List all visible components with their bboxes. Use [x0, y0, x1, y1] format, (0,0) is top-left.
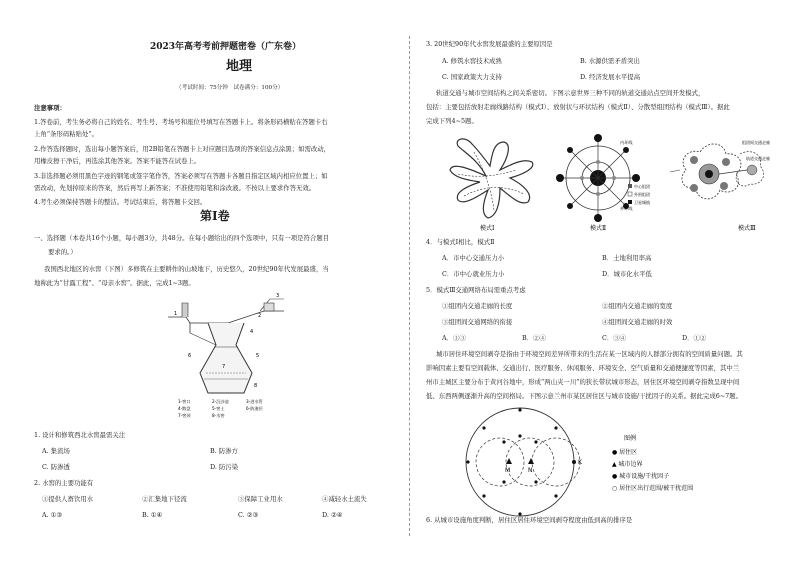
point-m: M [505, 467, 511, 474]
statement-3: ③组团间交通网络的衔接 [442, 318, 513, 326]
question-stem: 5．模式Ⅲ交通网络布局需重点考虑 [426, 286, 526, 294]
diagram-number: 1 [174, 311, 178, 317]
section-instructions: 要求的。） [48, 248, 77, 256]
ring-label: 外环线 [620, 206, 633, 211]
option-d[interactable]: D．城市化水平低 [602, 270, 652, 278]
diagram-number: 5 [256, 353, 260, 359]
mode-label: 模式Ⅱ [590, 225, 607, 232]
column-divider [409, 36, 410, 536]
residential-diagram [460, 406, 780, 518]
statement-4: ④组团间交通走廊的时效 [602, 318, 673, 326]
notes-line: 上角“条形码粘贴处”。 [34, 130, 99, 138]
diagram-legend: 6-防渗层 [246, 406, 263, 411]
passage-text: 州市主城区主要分布于黄河谷地中，形成“两山夹一川”的狭长带状城市形态，居住区环境空间剥夺指数呈现中间 [426, 378, 740, 386]
passage-text: 完成下列4~5题。 [426, 117, 478, 125]
diagram-legend: 3-进水管 [246, 399, 263, 404]
notes-line: 4.考生必须保持答题卡的整洁。考试结束后，将答题卡交回。 [34, 198, 207, 206]
statement-3: ③保障工业用水 [238, 495, 283, 503]
point-k: K [578, 459, 582, 466]
legend-title: 图例 [624, 435, 637, 442]
passage-text: 影响因素主要有空间载体、交通出行、医疗服务、休闲服务、环境安全、空气质量和交通便捷度等因素，其中兰 [426, 364, 740, 372]
option-c[interactable]: C. 国家政策大力支持 [442, 73, 502, 81]
option-d[interactable]: D．①② [682, 334, 707, 342]
diagram-number: 3 [276, 293, 280, 299]
notes-line: 2.作答选择题时，选出每小题答案后，用2B铅笔在答题卡上对应题目选项的答案信息点涂黑；如需改动， [34, 145, 331, 153]
mode-label: 模式Ⅰ [480, 225, 495, 232]
option-b[interactable]: B．②④ [522, 334, 546, 342]
diagram-legend: 5-窖土 [212, 406, 225, 411]
notes-line: 需改动，先划掉原来的答案，然后再写上新答案；不准使用铅笔和涂改液。不按以上要求作答无效。 [34, 184, 316, 192]
statement-1: ①提供人畜饮用水 [42, 495, 94, 503]
notes-line: 用橡皮擦干净后，再选涂其他答案。答案不能答在试卷上。 [34, 157, 201, 165]
diagram-number: 4 [250, 329, 254, 335]
diagram-number: 6 [188, 353, 192, 359]
corridor-label: 轨道交通走廊 [746, 156, 770, 161]
mode-ii-figure [556, 134, 651, 232]
statement-4: ④减轻水土流失 [322, 495, 367, 503]
statement-1: ①组团内交通走廊的长度 [442, 302, 513, 310]
option-b[interactable]: B．土地利用率高 [602, 254, 652, 262]
mode-i-figure [450, 139, 533, 232]
option-a[interactable]: A．①③ [442, 334, 466, 342]
option-d[interactable]: D. 防污染 [210, 463, 239, 471]
ring-label: 内环线 [620, 140, 633, 145]
passage-text: 地称此为“甘露工程”、“母亲水窖”。据此，完成1~3题。 [34, 279, 195, 287]
option-a[interactable]: A．市中心交通压力小 [442, 254, 505, 262]
section-title: 第Ⅰ卷 [200, 209, 230, 223]
diagram-number: 8 [254, 383, 258, 389]
option-d[interactable]: D. ②④ [322, 511, 343, 519]
option-b[interactable]: B. 防渗方 [210, 447, 238, 455]
statement-2: ②组团内交通走廊的宽度 [602, 302, 673, 310]
passage-text: 低、东西两侧逐渐升高的空间格局。下图示意兰州市某区居住区与城市设施/干扰因子的关系。据此完成6~7题。 [426, 392, 742, 400]
option-b[interactable]: B. 水源供需矛盾突出 [580, 57, 640, 65]
passage-text: 城市居住环境空间剥夺是指由于环境空间差异所带来的生活在某一区域内的人群部分拥有的空间质量问题。其 [436, 350, 743, 358]
notes-heading: 注意事项： [34, 104, 66, 112]
option-d[interactable]: D. 经济发展水平提高 [580, 73, 641, 81]
legend-text: 外围组团 [634, 192, 650, 197]
passage-text: 我国西北地区的水窖（下图）多修筑在主要耕作的山坡地下，历史悠久，20世纪90年代发展最盛，当 [44, 265, 329, 273]
option-c[interactable]: C. ②③ [238, 511, 259, 519]
legend-item: ▲ 城市边界 [612, 461, 643, 468]
question-stem: 2. 水窖的主要功能有 [34, 479, 94, 487]
question-stem: 1. 设计和修筑西北水窖最需关注 [34, 431, 126, 439]
question-stem: 6. 从城市设施角度判断，居住区居住环境空间剥夺程度由低到高的排序是 [426, 516, 633, 524]
transit-modes-diagram [424, 130, 790, 234]
right-column [420, 0, 794, 562]
legend-item: ○ 居住区出行范围/被干扰范围 [612, 485, 694, 492]
exam-title: 2023年高考考前押题密卷（广东卷） [150, 42, 302, 52]
option-a[interactable]: A. 修筑水窖技术成熟 [442, 57, 502, 65]
option-c[interactable]: C．③④ [602, 334, 627, 342]
subject-title: 地理 [226, 59, 253, 74]
diagram-number: 2 [258, 313, 262, 319]
exam-meta: （考试时间：75分钟 试卷满分：100分） [176, 85, 284, 91]
corridor-label: 组团间交通走廊 [742, 140, 770, 145]
passage-text: 轨道交通与城市空间结构之间关系密切。下图示意世界三种不同的轨道交通站点空间开发模式， [436, 89, 705, 97]
question-stem: 4．与模式Ⅰ相比，模式Ⅱ [426, 238, 495, 246]
diagram-legend: 2-沉沙池 [212, 399, 229, 404]
question-stem: 3. 20世纪90年代水窖发展最盛的主要原因是 [426, 40, 553, 48]
option-c[interactable]: C. 防渗透 [42, 463, 70, 471]
notes-line: 3.非选择题必须用黑色字迹的钢笔或签字笔作答，答案必须写在答题卡各题目指定区域内相应位置上；如 [34, 172, 328, 180]
legend-text: 中心组团 [634, 184, 650, 189]
passage-text: 包括：主要包括放射走廊线路结构（模式Ⅰ）、放射状与环状结构（模式Ⅱ）、分散型组团结构（模式Ⅲ）。据此 [426, 103, 730, 111]
diagram-number: 7 [222, 364, 226, 370]
legend-item: ● 居住区 [612, 449, 638, 456]
option-a[interactable]: A. 集流场 [42, 447, 70, 455]
notes-line: 1.答卷前，考生务必将自己的姓名、考生号、考场号和座位号填写在答题卡上。将条形码横贴在答题卡右 [34, 118, 328, 126]
mode-iii-figure [670, 139, 770, 232]
diagram-legend: 8-水窖 [212, 413, 225, 418]
water-cellar-diagram [160, 293, 290, 419]
legend-item: ● 城市设施/干扰因子 [612, 473, 670, 480]
section-instructions: 一、选择题（本卷共16个小题，每小题3分，共48分。在每小题给出的四个选项中，只有一项是符合题目 [34, 234, 330, 242]
diagram-legend: 7-窖颈 [178, 413, 191, 418]
diagram-legend: 1-窖口 [178, 399, 191, 404]
point-n: N [528, 467, 533, 474]
mode-label: 模式Ⅲ [738, 225, 756, 232]
diagram-legend: 4-散盘 [178, 406, 191, 411]
statement-2: ②汇集地下径流 [142, 495, 187, 503]
option-c[interactable]: C．市中心就业压力小 [442, 270, 505, 278]
option-a[interactable]: A. ①③ [42, 511, 63, 519]
legend-text: 卫星城镇 [634, 200, 650, 205]
option-b[interactable]: B. ①④ [142, 511, 163, 519]
